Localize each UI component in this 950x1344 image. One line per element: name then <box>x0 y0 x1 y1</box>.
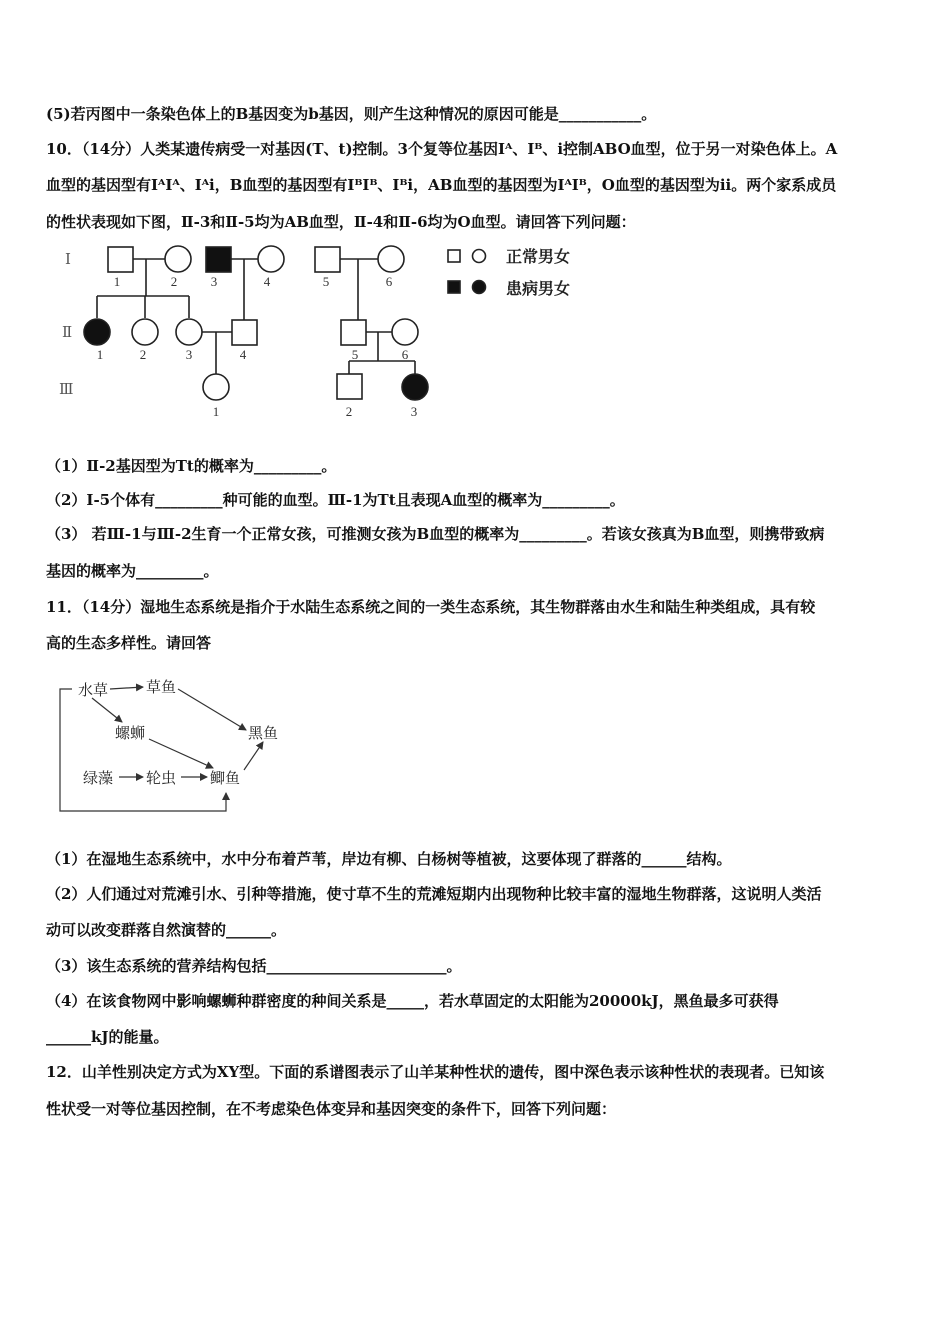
II4-number: 4 <box>239 347 247 362</box>
I6-number: 6 <box>385 274 393 289</box>
III2-male <box>337 374 362 399</box>
node-shuicao: 水草 <box>78 681 109 699</box>
q11-sub3: （3）该生态系统的营养结构包括________________________。 <box>46 957 462 975</box>
I2-female <box>165 246 191 272</box>
II1-affected-female <box>84 319 110 345</box>
q10-sub1: （1）Ⅱ-2基因型为Tt的概率为_________。 <box>46 457 337 475</box>
II6-number: 6 <box>401 347 409 362</box>
I4-female <box>258 246 284 272</box>
q10-sub3-line2: 基因的概率为_________。 <box>46 562 219 580</box>
II3-number: 3 <box>185 347 193 362</box>
q11-sub2-line1: （2）人们通过对荒滩引水、引种等措施，使寸草不生的荒滩短期内出现物种比较丰富的湿地生物群落，这说明人类活 <box>46 885 822 903</box>
legend-affected-label: 患病男女 <box>506 281 571 298</box>
q10-sub3-line1: （3） 若Ⅲ-1与Ⅲ-2生育一个正常女孩，可推测女孩为B血型的概率为_________。若该女孩真为B血型，则携带致病 <box>46 525 825 543</box>
q11-line2: 高的生态多样性。请回答 <box>46 634 212 652</box>
II2-female <box>132 319 158 345</box>
III3-number: 3 <box>410 404 418 419</box>
I5-number: 5 <box>322 274 330 289</box>
node-luosi: 螺蛳 <box>115 724 146 742</box>
II6-female <box>392 319 418 345</box>
I1-number: 1 <box>113 274 121 289</box>
q10-line3: 的性状表现如下图，Ⅱ-3和Ⅱ-5均为AB血型，Ⅱ-4和Ⅱ-6均为O血型。请回答下列问题： <box>46 213 636 231</box>
q11-sub4-line2: ______kJ的能量。 <box>46 1028 169 1046</box>
II1-number: 1 <box>96 347 104 362</box>
II3-female <box>176 319 202 345</box>
q-prev-line: (5)若丙图中一条染色体上的B基因变为b基因，则产生这种情况的原因可能是___________。 <box>46 105 657 123</box>
legend-normal-label: 正常男女 <box>506 249 571 266</box>
I5-male <box>315 247 340 272</box>
pedigree-figure <box>50 236 610 426</box>
I3-affected-male <box>206 247 231 272</box>
II4-male <box>232 320 257 345</box>
q11-sub2-line2: 动可以改变群落自然演替的______。 <box>46 921 287 939</box>
food-web-figure <box>50 672 300 817</box>
III1-female <box>203 374 229 400</box>
II5-male <box>341 320 366 345</box>
legend-affected-female <box>473 281 486 294</box>
q11-line1: 11．（14分）湿地生态系统是指介于水陆生态系统之间的一类生态系统，其生物群落由水生和陆生种类组成，具有较 <box>46 598 816 616</box>
I1-male <box>108 247 133 272</box>
III1-number: 1 <box>212 404 220 419</box>
q12-line1: 12．山羊性别决定方式为XY型。下面的系谱图表示了山羊某种性状的遗传，图中深色表示该种性状的表现者。已知该 <box>46 1063 825 1081</box>
I2-number: 2 <box>170 274 178 289</box>
q10-line1: 10．（14分）人类某遗传病受一对基因(T、t)控制。3个复等位基因Iᴬ、Iᴮ、i控制ABO血型，位于另一对染色体上。A <box>46 140 838 158</box>
legend-normal-male <box>448 250 460 262</box>
node-heiyu: 黑鱼 <box>248 724 279 742</box>
I6-female <box>378 246 404 272</box>
node-jiyu: 鲫鱼 <box>210 769 241 787</box>
gen-I-label: Ⅰ <box>65 252 71 268</box>
node-lunchong: 轮虫 <box>146 769 177 787</box>
gen-II-label: Ⅱ <box>62 325 73 341</box>
legend-affected-male <box>448 281 460 293</box>
II5-number: 5 <box>351 347 359 362</box>
II2-number: 2 <box>139 347 147 362</box>
node-lvzao: 绿藻 <box>83 769 114 787</box>
I4-number: 4 <box>263 274 271 289</box>
q11-sub1: （1）在湿地生态系统中，水中分布着芦苇，岸边有柳、白杨树等植被，这要体现了群落的______结构。 <box>46 850 732 868</box>
legend-normal-female <box>473 250 486 263</box>
gen-III-label: Ⅲ <box>59 382 74 398</box>
q12-line2: 性状受一对等位基因控制，在不考虑染色体变异和基因突变的条件下，回答下列问题： <box>46 1100 617 1118</box>
q10-line2: 血型的基因型有IᴬIᴬ、Iᴬi，B血型的基因型有IᴮIᴮ、Iᴮi，AB血型的基因型为IᴬIᴮ，O血型的基因型为ii。两个家系成员 <box>46 176 837 194</box>
III3-affected-female <box>402 374 428 400</box>
III2-number: 2 <box>345 404 353 419</box>
node-caoyu: 草鱼 <box>146 678 177 696</box>
q11-sub4-line1: （4）在该食物网中影响螺蛳种群密度的种间关系是_____，若水草固定的太阳能为20000kJ，黑鱼最多可获得 <box>46 992 779 1010</box>
q10-sub2: （2）Ⅰ-5个体有_________种可能的血型。Ⅲ-1为Tt且表现A血型的概率为_________。 <box>46 491 625 509</box>
I3-number: 3 <box>210 274 218 289</box>
